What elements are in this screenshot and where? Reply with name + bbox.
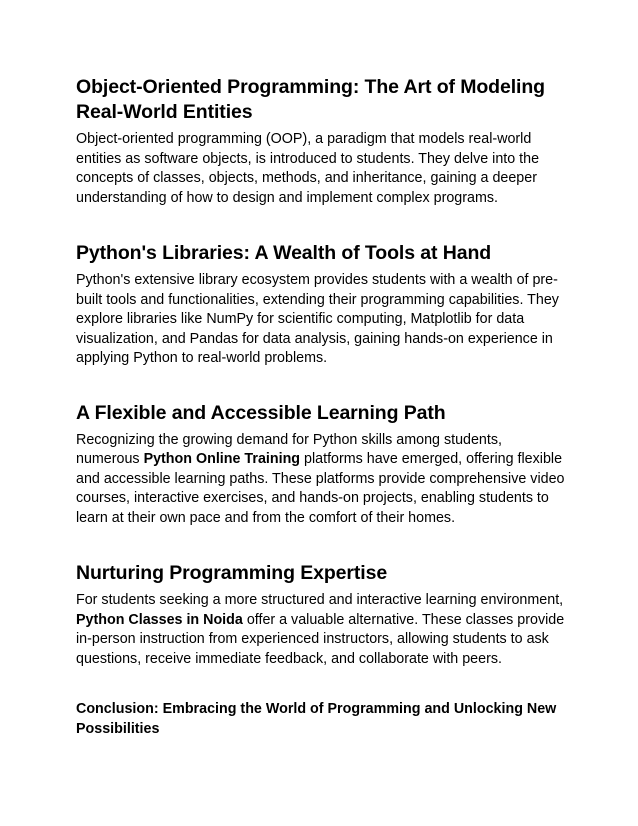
section-body: Object-oriented programming (OOP), a paradigm that models real-world entities as software objects, is introduced to students. They delve into the concepts of classes, objects, methods, and inheritance, gaining a deeper understanding of how to design and implement complex programs. xyxy=(76,131,540,206)
section-body xyxy=(76,431,568,529)
body-text: For students seeking a more structured and interactive learning environment, xyxy=(76,592,564,608)
heading-line-1: Object-Oriented Programming: The Art of Modeling xyxy=(76,76,545,98)
section-heading: Nurturing Programming Expertise xyxy=(76,562,388,584)
section-heading: A Flexible and Accessible Learning Path xyxy=(76,401,446,424)
conclusion-line-2: Possibilities xyxy=(76,720,160,737)
section-body: Python's extensive library ecosystem provides students with a wealth of pre-built tools and functionalities, extending their programming capabilities. They explore libraries like NumPy for scientific computing, Matplotlib for data visualization, and Pandas for data analysis, gaining hands-on experience in applying Python to real-world problems. xyxy=(76,272,559,366)
body-text: platforms have emerged, offering flexible and accessible learning paths. These platforms provide comprehensive video courses, interactive exercises, and hands-on projects, enabling students to learn at their own pace and from the comfort of their homes. xyxy=(76,451,565,526)
python-classes-noida-text: Python Classes in Noida xyxy=(76,611,243,628)
body-text: offer a valuable alternative. These classes provide in-person instruction from experienced instructors, allowing students to ask questions, receive immediate feedback, and collaborate with peers. xyxy=(76,611,565,667)
body-text: Recognizing the growing demand for Python skills among students, numerous xyxy=(76,431,502,467)
section-libraries xyxy=(76,241,568,369)
conclusion-line-1: Conclusion: Embracing the World of Programming and Unlocking New xyxy=(76,701,557,717)
section-expertise xyxy=(76,561,568,669)
section-body xyxy=(76,591,568,669)
section-oop xyxy=(76,75,568,208)
section-heading: Python's Libraries: A Wealth of Tools at Hand xyxy=(76,242,492,264)
conclusion-heading xyxy=(76,700,568,739)
python-online-training-link-text: Python Online Training xyxy=(143,451,301,467)
section-learning-path xyxy=(76,401,568,529)
heading-line-2: Real-World Entities xyxy=(76,101,253,123)
section-heading xyxy=(76,75,568,125)
